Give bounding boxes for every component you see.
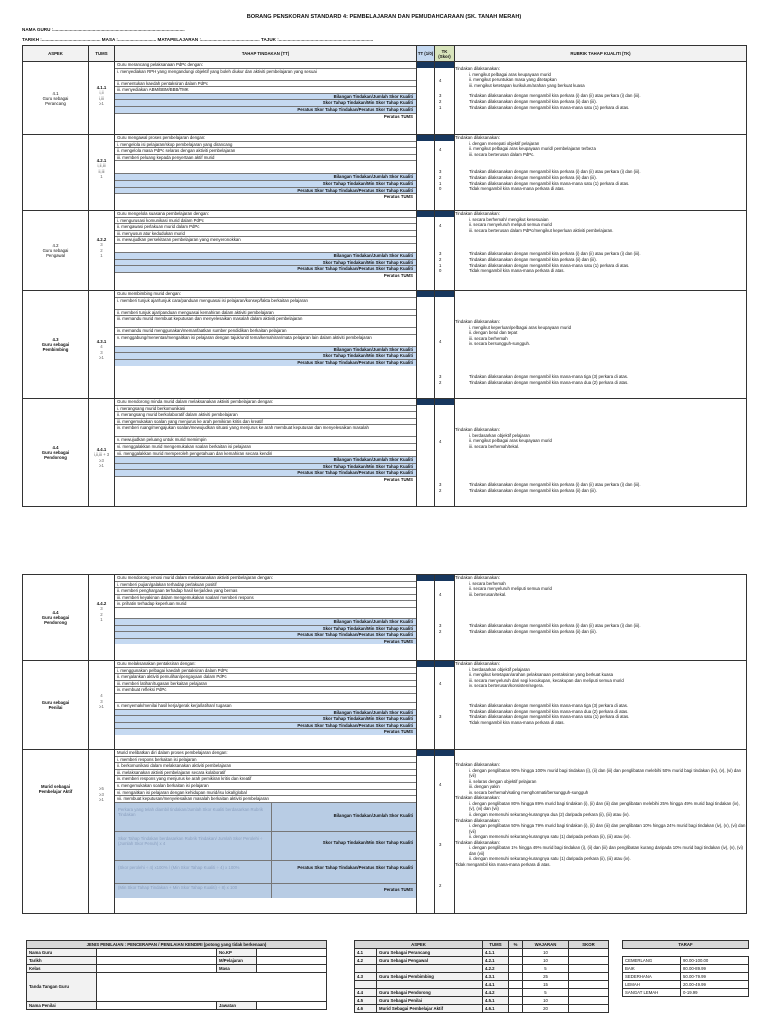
rubric-cell: Tindakan dilaksanakan: 4 i. mengikut pelbagai aras keupayaan murid ii. mengikut peruntukan masa yang ditetapkan iii. mengikut ketetapan kurikulum/arahan yang berkuat kuasa 3 Tindakan dilaksanakan dengan mengambil kira perkara (i) dan (ii) atau perkara (i) dan (iii). 2 Tindakan dilaksanakan dengan mengambil kira perkara (ii) dan (iii). 1 Tindakan dilaksanakan dengan mengambil kira mana-mana satu (1) perkara di atas. — [455, 62, 747, 135]
section-4-5-1: Guru sebagai Penilai 4 3 ≥1 Guru melaksanakan pentaksiran dengan: i. menggunakan pelbagai kaedah pentaksiran dalam PdPc ii. menjalankan aktiviti pemulihan/pengayaan dalam PdPc iii. memberi latihan/tugasan berkaitan pelajaran iv. membuat refleksi PdPc v. menyemak/menilai hasil kerja/gerak kerja/latihan/ tugasan Bilangan Tindakan/Jumlah Skor Kualiti Skor Tahap Tindakan/Min Skor Tahap Kualiti Peratus Skor Tahap Tindakan/Peratus Skor Tahap Kualiti Peratus TUMS Tindakan dilaksanakan: 4 i. berdasarkan objektif pelajaran ii. mengikut ketetapan/arahan pelaksanaan pentaksiran yang berkuat kuasa iii. secara menyeluruh dari segi kecukupan, kecakupan dan meliputi semua murid iv. secara berterusan/konsisten/segera. Tindakan dilaksanakan dengan mengambil kira mana-mana tiga (3) perkara di atas. Tindakan dilaksanakan dengan mengambil kira mana-mana dua (2) perkara di atas. 3 Tindakan dilaksanakan dengan mengambil kira mana-mana satu (1) perkara di atas. Tidak mengambil kira mana-mana perkara di atas. — [23, 661, 747, 750]
weight-row: 4.3 Guru Sebagai Pembimbing 4.3.1 25 — [355, 973, 609, 981]
form-title: BORANG PENSKORAN STANDARD 4: PEMBELAJARAN DAN PEMUDAHCARAAN (SK. TANAH MERAH) — [246, 14, 522, 20]
teacher-name-field[interactable] — [97, 949, 217, 957]
header-tt: TAHAP TINDAKAN (TT) — [115, 46, 417, 62]
section-4-4-1: 4.4 Guru sebagai Pendorong 4.4.1 i,ii,iii + 3 ≥3 ≥1 Guru mendorong minda murid dalam melaksanakan aktiviti pembelajaran dengan: i. merangsang murid berkomunikasi ii. merangsang murid berkolaboratif dalam aktiviti pembelajaran iii. mengemukakan soalan yang menjurus ke arah pemikiran kritis dan kreatif iv. memberi ruang/mengajukan soalan/mewujudkan situasi yang menjurus ke arah membuat keputusan dan menyelesaikan masalah v. mewujudkan peluang untuk murid memimpin vi. menggalakkan murid mengemukakan soalan berkaitan isi pelajaran vii. menggalakkan murid memperoleh pengetahuan dan kemahiran secara kendiri Bilangan Tindakan/Jumlah Skor Kualiti Skor Tahap Tindakan/Min Skor Tahap Kualiti Peratus Skor Tahap Tindakan/Peratus Skor Tahap Kualiti Peratus TUMS Tindakan dilaksanakan: 4 i. berdasarkan objektif pelajaran ii. mengikut pelbagai aras keupayaan murid iii. secara berhemah/tekal. 3 Tindakan dilaksanakan dengan mengambil kira perkara (i) dan (ii) atau perkara (i) dan (iii). 2 Tindakan dilaksanakan dengan mengambil kira perkara (ii) dan (iii). — [23, 399, 747, 507]
weight-row: 4.2 Guru Sebagai Pengawal 4.2.1 10 — [355, 957, 609, 965]
aspek-cell: 4.1 Guru sebagai Perancang — [23, 62, 89, 135]
ic-number-field[interactable] — [257, 949, 327, 957]
date-field[interactable] — [97, 957, 217, 965]
evaluation-type: JENIS PENILAIAN : PENCERAPAN / PENILAIAN KENDIRI (potong yang tidak berkenaan) — [27, 941, 327, 949]
evaluation-info-table: JENIS PENILAIAN : PENCERAPAN / PENILAIAN KENDIRI (potong yang tidak berkenaan) Nama Guru No.KP Tarikh M/Pelajaran Kelas Masa Tanda Tangan Guru Nama Penilai Jawatan — [26, 940, 327, 1010]
weighting-table: ASPEK TUMS % WAJARAN SKOR 4.1 Guru Sebagai Perancang 4.1.1 10 4.2 Guru Sebagai Pengawal 4.2.1 10 4.2.2 5 4.3 Guru Sebagai Pembimbing 4.3.1 25 4.4.1 15 4.4 Guru Sebagai Pendorong 4.4.2 5 4.5 Guru Sebagai Penilai 4.5.1 10 4.6 Murid Sebagai Pembelajar Aktif 4.6.1 20 — [354, 940, 609, 1013]
weight-row: 4.2.2 5 — [355, 965, 609, 973]
grade-table: TARAF CEMERLANG 90.00-100.00 BAIK 80.00-89.99 SEDERHANA 50.00-79.99 LEMAH 20.00-49.99 SANGAT LEMAH 0-19.99 — [622, 940, 749, 997]
section-4-2-1: 4.2.1 i,ii,iii ii,iii 1 Guru mengawal proses pembelajaran dengan: i. mengelola isi pelajaran/skop pembelajaran yang dirancang ii. mengelola masa PdPc selaras dengan aktiviti pembelajaran iii. memberi peluang kepada penyertaan aktif murid Bilangan Tindakan/Jumlah Skor Kualiti Skor Tahap Tindakan/Min Skor Tahap Kualiti Peratus Skor Tahap Tindakan/Peratus Skor Tahap Kualiti Peratus TUMS Tindakan dilaksanakan: 4 i. dengan menepati objektif pelajaran ii. mengikut pelbagai aras keupayaan murid/ pembelajaran terbeza iii. secara berterusan dalam PdPc. 3 Tindakan dilaksanakan dengan mengambil kira perkara (i) dan (ii) atau perkara (i) dan (iii). 2 Tindakan dilaksanakan dengan mengambil kira perkara (ii) dan (iii). 1 Tindakan dilaksanakan dengan mengambil kira mana-mana satu (1) perkara di atas. 0 Tidak mengambil kira mana-mana perkara di atas. — [23, 135, 747, 211]
header-tk-col: TK (Skor) — [435, 46, 455, 62]
weight-row: 4.4 Guru Sebagai Pendorong 4.4.2 5 — [355, 989, 609, 997]
weight-row: 4.1 Guru Sebagai Perancang 4.1.1 10 — [355, 949, 609, 957]
page-two — [0, 574, 768, 1024]
section-4-2-2: 4.2 Guru sebagai Pengawal 4.2.2 3 2 1 Guru mengelola suasana pembelajaran dengan: i. mengurusasi komunikasi murid dalam PdPc ii. mengawasi perlakuan murid dalam PdPc iii. menyusun atur kedudukan murid iv. mewujudkan persekitaran pembelajaran yang menyeronokkan Bilangan Tindakan/Jumlah Skor Kualiti Skor Tahap Tindakan/Min Skor Tahap Kualiti Peratus Skor Tahap Tindakan/Peratus Skor Tahap Kualiti Peratus TUMS Tindakan dilaksanakan: 4 i. secara berhemah/ mengikut kesesuaian ii. secara menyeluruh meliputi semua murid iii. secara berterusan dalam PdPc/mengikut keperluan aktiviti pembelajaran. 3 Tindakan dilaksanakan dengan mengambil kira perkara (i) dan (ii) atau perkara (i) dan (iii). 2 Tindakan dilaksanakan dengan mengambil kira perkara (ii) dan (iii). 1 Tindakan dilaksanakan dengan mengambil kira mana-mana satu (1) perkara di atas. 0 Tidak mengambil kira mana-mana perkara di atas. — [23, 211, 747, 291]
section-4-4-2: 4.4 Guru sebagai Pendorong 4.4.2 3 2 1 Guru mendorong emosi murid dalam melaksanakan aktiviti pembelajaran dengan: i. memberi pujian/galakan terhadap perlakuan positif ii. memberi penghargaan terhadap hasil kerja/idea yang bernas iii. memberi keyakinan dalam mengemukakan soalan/ memberi respons iv. prihatin terhadap keperluan murid Bilangan Tindakan/Jumlah Skor Kualiti Skor Tahap Tindakan/Min Skor Tahap Kualiti Peratus Skor Tahap Tindakan/Peratus Skor Tahap Kualiti Peratus TUMS Tindakan dilaksanakan: 4 i. secara berhemah ii. secara menyeluruh meliputi semua murid iii. berterusan/tekal. 3 Tindakan dilaksanakan dengan mengambil kira perkara (i) dan (ii) atau perkara (i) dan (iii). 2 Tindakan dilaksanakan dengan mengambil kira perkara (ii) dan (iii). — [23, 575, 747, 661]
section-4-6-1: Murid sebagai Pembelajar Aktif ≥5 ≥3 ≥1 Murid melibatkan diri dalam proses pembelajaran dengan: i. memberi respons berkaitan isi pelajaran ii. berkomunikasi dalam melaksanakan aktiviti pembelajaran iii. melaksanakan aktiviti pembelajaran secara kolaboratif iv. memberi respons yang menjurus ke arah pemikiran kritis dan kreatif v. mengemukakan soalan berkaitan isi pelajaran vi. mengaitkan isi pelajaran dengan kehidupan murid/isu lokal/global vii. membuat keputusan/menyelesaikan masalah berkaitan aktiviti pembelajaran Perkara yang telah diambil tindakan/Jumlah Skor Kualiti berdasarkan Rubrik Tindakan Bilangan Tindakan/Jumlah Skor Kualiti Skor Tahap Tindakan berdasarkan Rubrik Tindakan/ Jumlah Skor Perolehi ÷ (Jumlah Skor Penuh) x 4 Skor Tahap Tindakan/Min Skor Tahap Kualiti (Skor perolehi ÷ 4) x100% / (Min Skor Tahap Kualiti ÷ 4) x 100% Peratus Skor Tahap Tindakan/Peratus Skor Tahap Kualiti (Min Skor Tahap Tindakan + Min Skor Tahap Kualiti) ÷ 8) x 100 Peratus TUMS Tindakan dilaksanakan: i. dengan penglibatan 90% hingga 100% murid bagi tindakan (i), (ii) dan (iii) dan penglibatan melebihi 50% murid bagi tindakan (iv), (v), (vi) dan (vii) ii. selaras dengan objektif pelajaran iii. dengan yakin iv. secara berhemah/saling menghormati/bersungguh-sungguh Tindakan dilaksanakan: i. dengan penglibatan 80% hingga 89% murid bagi tindakan (i), (ii) dan (iii) dan penglibatan melebihi 25% hingga 49% murid bagi tindakan (iv), (v), (vi) dan (vii) ii. dengan memenuhi sekurang-kurangnya dua (2) daripada perkara (ii), (iii) atau (iv). Tindakan dilaksanakan: i. dengan penglibatan 50% hingga 79% murid bagi tindakan (i), (ii) dan (iii) dan penglibatan 10% hingga 24% murid bagi tindakan (iv), (v), (vi) dan (vii) ii. dengan memenuhi sekurang-kurangnya satu (1) daripada perkara (ii), (iii) atau (iv). Tindakan dilaksanakan: i. dengan penglibatan 1% hingga 49% murid bagi tindakan (i), (ii) dan (iii) dan penglibatan kurang daripada 10% murid bagi tindakan (iv), (v), (vi) dan (vii) ii. dengan memenuhi sekurang-kurangnya satu (1) daripada perkara (ii), (iii) atau (iv). Tidak mengambil kira mana-mana perkara di atas. 4 3 2 — [23, 750, 747, 914]
teacher-name-line: NAMA GURU :....................................................................................................... — [22, 27, 185, 32]
header-aspek: ASPEK — [23, 46, 89, 62]
action-cell: Guru merancang pelaksanaan PdPc dengan: i. menyediakan RPH yang mengandungi objektif yang boleh diukur dan aktiviti pembelajaran yang sesuai ii. menentukan kaedah pentaksiran dalam PdPc iii. menyediakan ABM/BBM/BBB/TMK Bilangan Tindakan/Jumlah Skor Kualiti Skor Tahap Tindakan/Min Skor Tahap Kualiti Peratus Skor Tahap Tindakan/Peratus Skor Tahap Kualiti Peratus TUMS — [115, 62, 417, 135]
weight-row: 4.5 Guru Sebagai Penilai 4.5.1 10 — [355, 997, 609, 1005]
section-4-3-1: 4.3 Guru sebagai Pembimbing 4.3.1 4 3 ≥1 Guru membimbing murid dengan: i. memberi tunjuk ajar/tunjuk cara/panduan menguasai isi pelajaran/konsep/fakta berkaitan pelajaran ii. memberi tunjuk ajar/panduan menguasai kemahiran dalam aktiviti pembelajaran iii. memandu murid membuat keputusan dan menyelesaikan masalah dalam aktiviti pembelajaran iv. memandu murid menggunakan/memanfaatkan sumber pendidikan berkaitan pelajaran v. menggabung/menentas/mengaitkan isi pelajaran dengan tajuk/unit/ tema/kemahiran/mata pelajaran lain dalam aktiviti pembelajaran Bilangan Tindakan/Jumlah Skor Kualiti Skor Tahap Tindakan/Min Skor Tahap Kualiti Peratus Skor Tahap Tindakan/Peratus Skor Tahap Kualiti Tindakan dilaksanakan: 4 i. mengikut keperluan/pelbagai aras keupayaan murid ii. dengan betul dan tepat iii. secara berhemah iv. secara bersungguh-sungguh. 3 Tindakan dilaksanakan dengan mengambil kira mana-mana tiga (3) perkara di atas. 2 Tindakan dilaksanakan dengan mengambil kira mana-mana dua (2) perkara di atas. — [23, 291, 747, 399]
teacher-signature-field[interactable] — [97, 973, 327, 1002]
weight-row: 4.6 Murid Sebagai Pembelajar Aktif 4.6.1 20 — [355, 1005, 609, 1013]
scoring-table-page2 — [22, 574, 747, 914]
position-field[interactable] — [257, 1002, 327, 1010]
section-4-1-1 — [23, 62, 747, 135]
weight-row: 4.4.1 15 — [355, 981, 609, 989]
class-field[interactable] — [97, 965, 217, 973]
page-gap — [0, 512, 768, 574]
evaluator-name-field[interactable] — [97, 1002, 217, 1010]
header-tt-col: TT (1/0) — [417, 46, 435, 62]
header-rubrik: RUBRIK TAHAP KUALITI (TK) — [455, 46, 747, 62]
subject-field[interactable] — [257, 957, 327, 965]
tums-cell: 4.1.1 i,ii i,iii ≥1 — [89, 62, 115, 135]
session-details-line: TARIKH :.............................................. MASA :.............................. MATAPELAJARAN :.............................................. TAJUK :.......................................................................... — [22, 37, 374, 42]
time-field[interactable] — [257, 965, 327, 973]
header-tums: TUMS — [89, 46, 115, 62]
scoring-table-page1 — [22, 45, 747, 507]
